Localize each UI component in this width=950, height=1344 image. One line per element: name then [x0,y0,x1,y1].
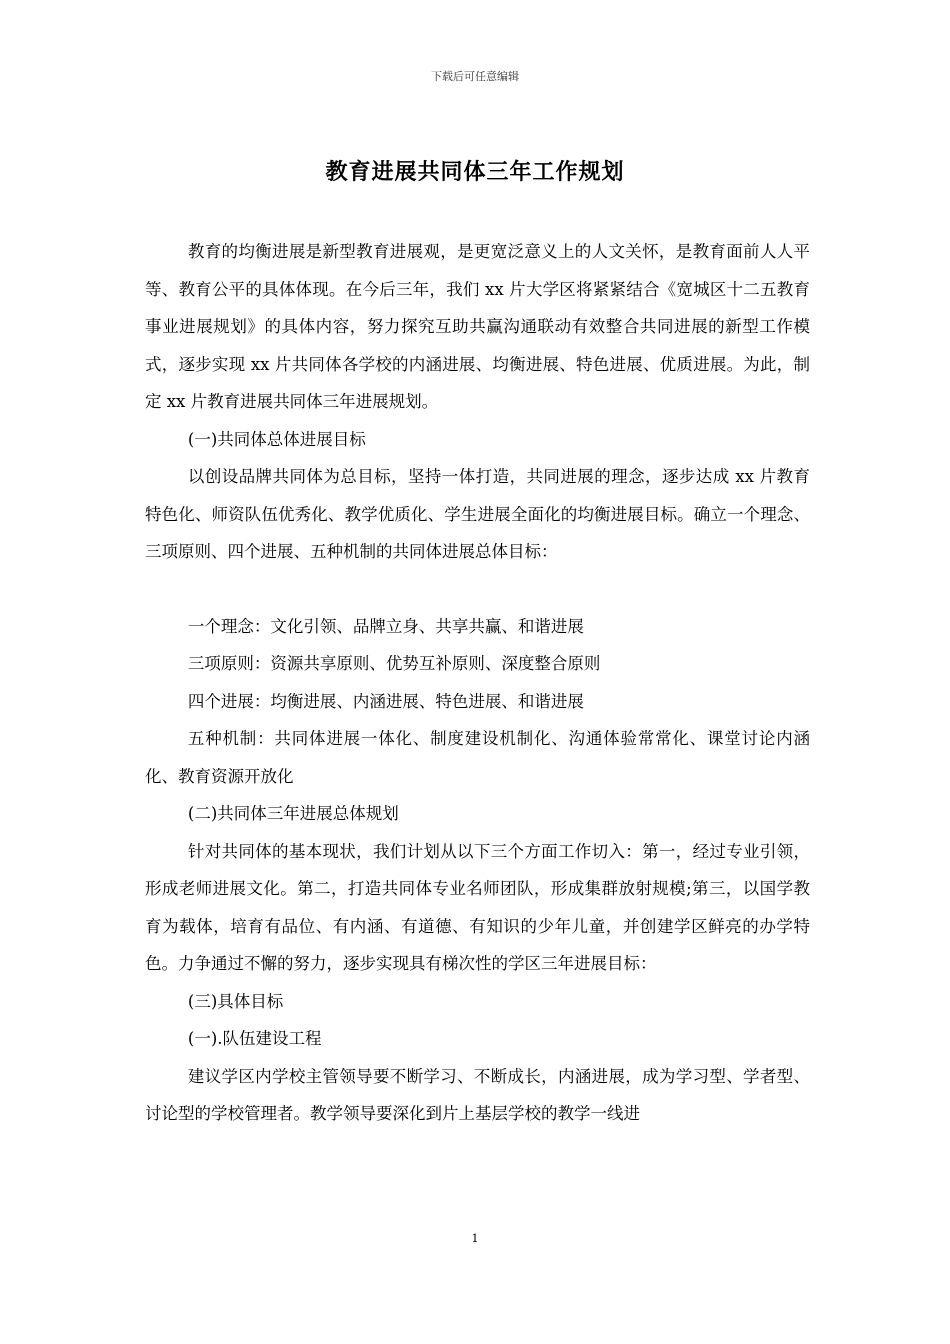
subsection-heading-team: (一).队伍建设工程 [187,1029,322,1048]
header-note: 下载后可任意编辑 [431,70,519,83]
list-item-concept: 一个理念：文化引领、品牌立身、共享共赢、和谐进展 [187,616,584,636]
paragraph-overall-goal: 以创设品牌共同体为总目标，坚持一体打造，共同进展的理念，逐步达成 xx 片教育特色化、师资队伍优秀化、教学优质化、学生进展全面化的均衡进展目标。确立一个理念、三项原则、四个进展、五种机制的共同体进展总体目标： [145,467,810,561]
section-heading-3: (三)具体目标 [187,991,284,1011]
list-item-developments: 四个进展：均衡进展、内涵进展、特色进展、和谐进展 [187,691,584,711]
paragraph-intro: 教育的均衡进展是新型教育进展观，是更宽泛意义上的人文关怀，是教育面前人人平等、教育公平的具体体现。在今后三年，我们 xx 片大学区将紧紧结合《宽城区十二五教育事业进展规划》的具体内容，努力探究互助共赢沟通联动有效整合共同进展的新型工作模式，逐步实现 xx 片共同体各学校的内涵进展、均衡进展、特色进展、优质进展。为此，制定 xx 片教育进展共同体三年进展规划。 [145,242,810,411]
list-item-principles: 三项原则：资源共享原则、优势互补原则、深度整合原则 [187,654,601,673]
paragraph-team: 建议学区内学校主管领导要不断学习、不断成长，内涵进展，成为学习型、学者型、讨论型的学校管理者。教学领导要深化到片上基层学校的教学一线进 [145,1066,810,1123]
document-body [145,233,810,1133]
paragraph-plan: 针对共同体的基本现状，我们计划从以下三个方面工作切入：第一，经过专业引领，形成老师进展文化。第二，打造共同体专业名师团队，形成集群放射规模;第三，以国学教育为载体，培育有品位、有内涵、有道德、有知识的少年儿童，并创建学区鲜亮的办学特色。力争通过不懈的努力，逐步实现具有梯次性的学区三年进展目标： [145,841,810,973]
page-number: 1 [471,1232,479,1245]
document-title: 教育进展共同体三年工作规划 [325,159,625,185]
section-heading-2: (二)共同体三年进展总体规划 [187,804,399,823]
list-item-mechanisms: 五种机制：共同体进展一体化、制度建设机制化、沟通体验常常化、课堂讨论内涵化、教育资源开放化 [145,729,810,786]
section-heading-1: (一)共同体总体进展目标 [187,429,366,449]
